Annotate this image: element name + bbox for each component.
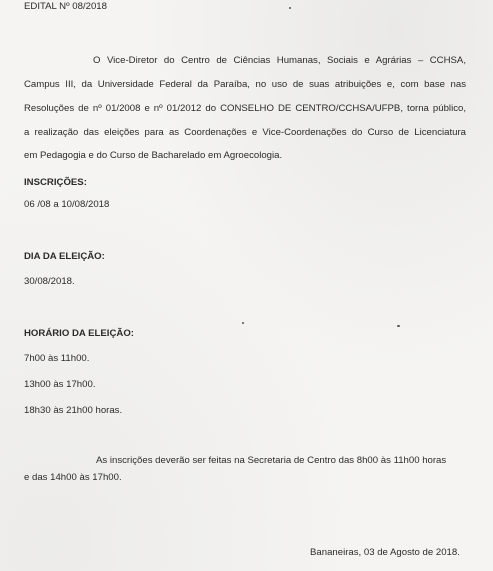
inscricoes-heading: INSCRIÇÕES: [24,177,87,188]
intro-line-5: em Pedagogia e do Curso de Bacharelado em Agroecologia. [24,150,283,161]
nota-line-2: e das 14h00 às 17h00. [24,472,122,482]
scan-speck [397,325,400,327]
nota-line-1: As inscrições deverão ser feitas na Secretaria de Centro das 8h00 às 11h00 horas [96,455,447,466]
inscricoes-period: 06 /08 a 10/08/2018 [24,199,110,210]
footer-place-date: Bananeiras, 03 de Agosto de 2018. [310,547,460,558]
intro-line-3: Resoluções de nº 01/2008 e nº 01/2012 do CONSELHO DE CENTRO/CCHSA/UFPB, torna público, [24,103,466,114]
intro-line-4: a realização das eleições para as Coordenações e Vice-Coordenações do Curso de Licenciatura [24,127,466,138]
intro-line-1: O Vice-Diretor do Centro de Ciências Humanas, Sociais e Agrárias – CCHSA, [93,55,466,66]
horario-slot-3: 18h30 às 21h00 horas. [24,405,123,416]
horario-heading: HORÁRIO DA ELEIÇÃO: [24,328,134,339]
intro-line-2: Campus III, da Universidade Federal da Paraíba, no uso de suas atribuições e, com base nas [24,79,466,90]
scan-speck [242,322,244,324]
horario-slot-2: 13h00 às 17h00. [24,379,96,390]
horario-slot-1: 7h00 às 11h00. [24,353,90,364]
edital-number: EDITAL Nº 08/2018 [24,1,107,12]
eleicao-date: 30/08/2018. [24,276,75,287]
eleicao-heading: DIA DA ELEIÇÃO: [24,251,105,262]
scan-speck [289,7,291,9]
